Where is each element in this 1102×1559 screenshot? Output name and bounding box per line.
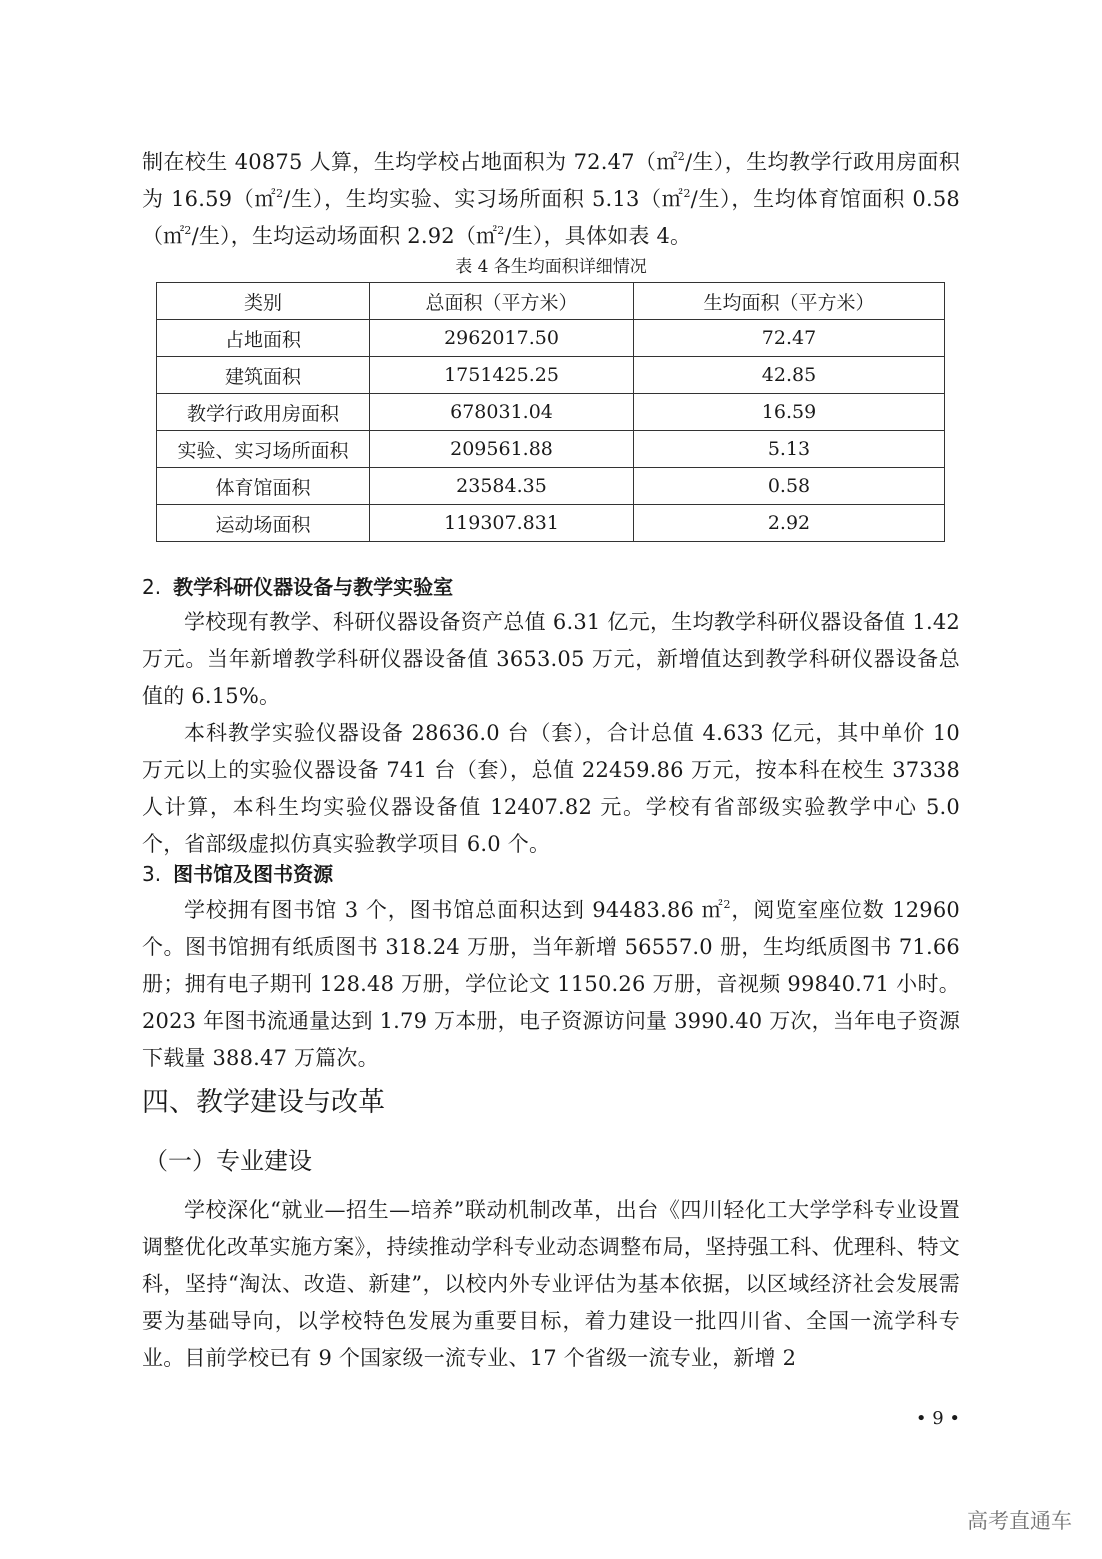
section-number: 2. xyxy=(142,575,162,599)
unit: ㎡ xyxy=(163,224,185,248)
table-cell: 建筑面积 xyxy=(157,357,370,394)
watermark: 高考直通车 xyxy=(967,1509,1072,1533)
intro-text: /生），生均体育馆面积 0.58（ xyxy=(142,187,960,248)
intro-text: /生），具体如表 4。 xyxy=(504,224,692,248)
table-cell: 16.59 xyxy=(634,394,945,431)
table-row xyxy=(157,357,945,394)
column-header: 总面积（平方米） xyxy=(370,283,634,320)
unit-superscript: 2 xyxy=(683,187,691,200)
table-row xyxy=(157,468,945,505)
table-cell: 5.13 xyxy=(634,431,945,468)
intro-text: /生），生均教学行政用房面积为 16.59（ xyxy=(142,150,961,211)
table-cell: 2962017.50 xyxy=(370,320,634,357)
table-row xyxy=(157,431,945,468)
table-cell: 72.47 xyxy=(634,320,945,357)
unit: ㎡ xyxy=(701,898,724,922)
subsection-heading: （一）专业建设 xyxy=(144,1147,312,1175)
section-title: 教学科研仪器设备与教学实验室 xyxy=(173,575,454,599)
section-2-heading xyxy=(142,572,453,602)
intro-text: /生），生均实验、实习场所面积 5.13（ xyxy=(283,187,662,211)
table-row xyxy=(157,505,945,542)
table-header-row xyxy=(157,283,945,320)
table-caption: 表 4 各生均面积详细情况 xyxy=(455,257,647,277)
table-row xyxy=(157,394,945,431)
table-cell: 2.92 xyxy=(634,505,945,542)
table-cell: 119307.831 xyxy=(370,505,634,542)
paragraph-text: ，阅览室座位数 12960 个。图书馆拥有纸质图书 318.24 万册，当年新增 56557.0 册，生均纸质图书 71.66 册；拥有电子期刊 128.48 万册，学位论文 1150.26 万册，音视频 99840.71 小时。2023 年图书流通量达到 1.79 万本册，电子资源访问量 3990.40 万次，当年电子资源下载量 388.47 万篇次。 xyxy=(142,898,961,1070)
table-cell: 1751425.25 xyxy=(370,357,634,394)
intro-text: 制在校生 40875 人算，生均学校占地面积为 72.47（ xyxy=(142,150,657,174)
table-row xyxy=(157,320,945,357)
section-title: 图书馆及图书资源 xyxy=(173,862,334,886)
table-cell: 23584.35 xyxy=(370,468,634,505)
column-header: 类别 xyxy=(157,283,370,320)
unit-superscript: 2 xyxy=(497,224,505,237)
section-2-paragraph-2: 本科教学实验仪器设备 28636.0 台（套），合计总值 4.633 亿元，其中单价 10 万元以上的实验仪器设备 741 台（套），总值 22459.86 万元，按本科在校生 37338 人计算，本科生均实验仪器设备值 12407.82 元。学校有省部级实验教学中心 5.0 个，省部级虚拟仿真实验教学项目 6.0 个。 xyxy=(142,721,960,856)
chapter-heading: 四、教学建设与改革 xyxy=(142,1087,385,1118)
intro-paragraph xyxy=(142,144,960,255)
unit-superscript: 2 xyxy=(723,898,731,911)
section-number: 3. xyxy=(142,862,162,886)
unit-superscript: 2 xyxy=(276,187,284,200)
area-table xyxy=(156,282,945,542)
section-2-paragraph-1: 学校现有教学、科研仪器设备资产总值 6.31 亿元，生均教学科研仪器设备值 1.42 万元。当年新增教学科研仪器设备值 3653.05 万元，新增值达到教学科研仪器设备总值的 6.15%。 xyxy=(142,610,960,708)
table-cell: 体育馆面积 xyxy=(157,468,370,505)
table-cell: 209561.88 xyxy=(370,431,634,468)
unit-superscript: 2 xyxy=(184,224,192,237)
section-3-heading xyxy=(142,859,333,889)
table-cell: 0.58 xyxy=(634,468,945,505)
page-number: • 9 • xyxy=(915,1408,960,1429)
column-header: 生均面积（平方米） xyxy=(634,283,945,320)
table-cell: 实验、实习场所面积 xyxy=(157,431,370,468)
table-cell: 42.85 xyxy=(634,357,945,394)
unit: ㎡ xyxy=(661,187,684,211)
table-cell: 运动场面积 xyxy=(157,505,370,542)
table-cell: 678031.04 xyxy=(370,394,634,431)
unit: ㎡ xyxy=(254,187,277,211)
subsection-paragraph: 学校深化“就业—招生—培养”联动机制改革，出台《四川轻化工大学学科专业设置调整优化改革实施方案》，持续推动学科专业动态调整布局，坚持强工科、优理科、特文科，坚持“淘汰、改造、新建”，以校内外专业评估为基本依据，以区域经济社会发展需要为基础导向，以学校特色发展为重要目标，着力建设一批四川省、全国一流学科专业。目前学校已有 9 个国家级一流专业、17 个省级一流专业，新增 2 xyxy=(142,1198,960,1370)
unit: ㎡ xyxy=(656,150,678,174)
table-cell: 教学行政用房面积 xyxy=(157,394,370,431)
section-3-paragraph xyxy=(142,892,960,1077)
paragraph-text: 学校拥有图书馆 3 个，图书馆总面积达到 94483.86 xyxy=(184,898,702,922)
intro-text: /生），生均运动场面积 2.92（ xyxy=(191,224,477,248)
table-cell: 占地面积 xyxy=(157,320,370,357)
unit-superscript: 2 xyxy=(677,150,685,163)
unit: ㎡ xyxy=(476,224,498,248)
